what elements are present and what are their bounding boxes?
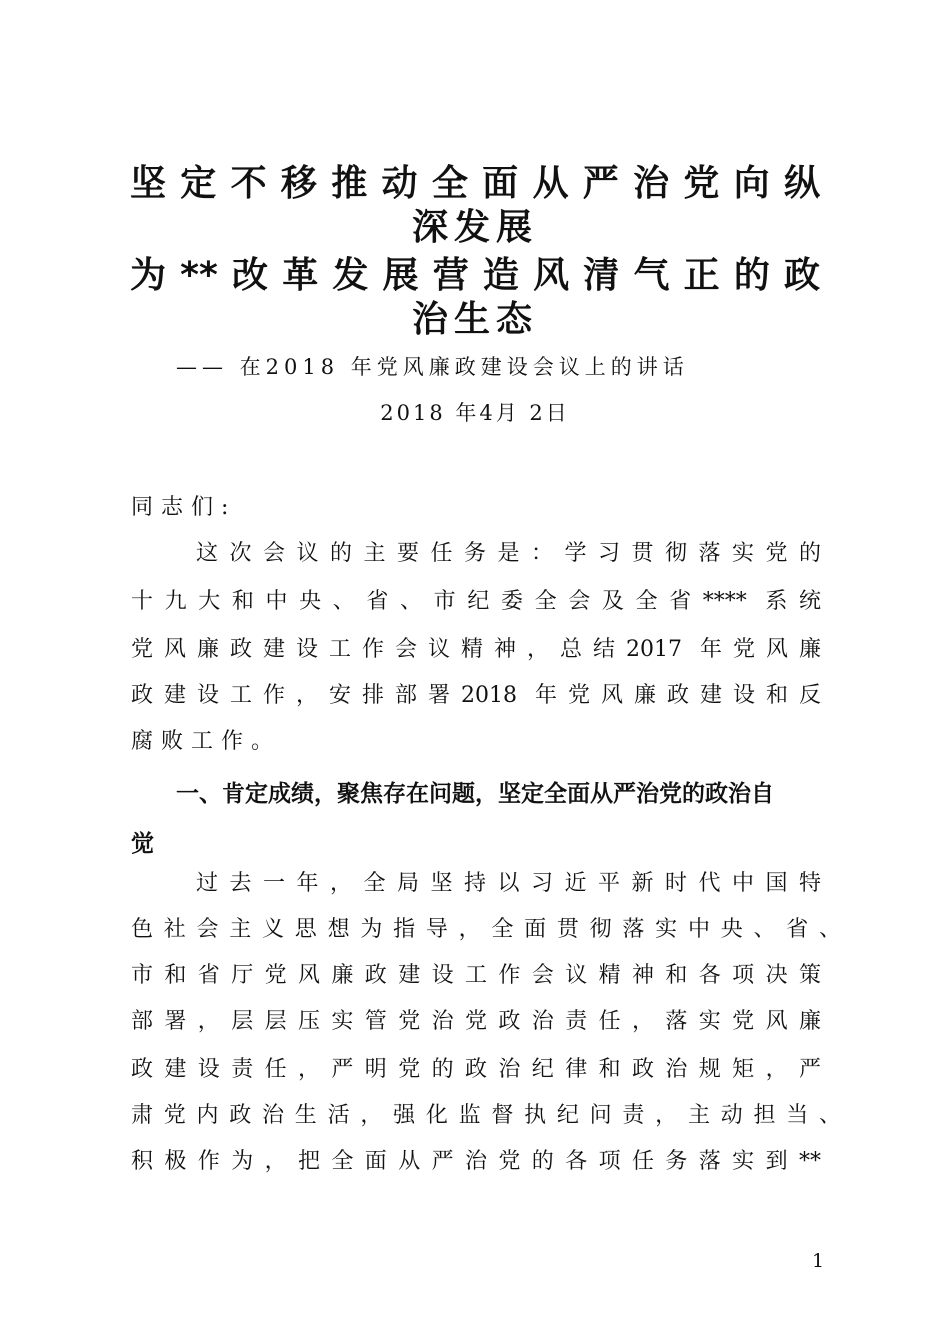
intro-line-2: 十九大和中央、省、市纪委全会及全省**** 系统 [131,589,821,614]
section-line-4: 部署，层层压实管党治党政治责任，落实党风廉 [131,1009,821,1034]
section-heading-line-2: 觉 [131,831,154,857]
subtitle: —— 在2018 年党风廉政建设会议上的讲话 [176,355,689,379]
intro-line-4: 政建设工作，安排部署2018 年党风廉政建设和反 [131,683,821,708]
section-line-3: 市和省厅党风廉政建设工作会议精神和各项决策 [131,963,821,988]
intro-line-3: 党风廉政建设工作会议精神，总结2017 年党风廉 [131,637,821,662]
salutation: 同志们: [131,495,237,520]
section-line-7: 积极作为，把全面从严治党的各项任务落实到** [131,1149,821,1174]
title-line-4: 治生态 [411,299,538,340]
intro-line-5: 腐败工作。 [131,729,282,754]
page-number: 1 [812,1250,825,1272]
title-line-3: 为**改革发展营造风清气正的政 [130,255,820,296]
title-line-2: 深发展 [411,207,538,248]
section-line-1: 过去一年，全局坚持以习近平新时代中国特 [196,871,821,896]
title-line-1: 坚定不移推动全面从严治党向纵 [130,163,820,204]
section-line-2: 色社会主义思想为指导，全面贯彻落实中央、省、 [131,917,841,942]
section-line-5: 政建设责任，严明党的政治纪律和政治规矩，严 [131,1057,821,1082]
section-heading-line-1: 一、肯定成绩，聚焦存在问题，坚定全面从严治党的政治自 [176,781,774,807]
speech-date: 2018 年4月 2日 [380,401,570,425]
section-line-6: 肃党内政治生活，强化监督执纪问责，主动担当、 [131,1103,841,1128]
intro-line-1: 这次会议的主要任务是：学习贯彻落实党的 [196,541,821,566]
